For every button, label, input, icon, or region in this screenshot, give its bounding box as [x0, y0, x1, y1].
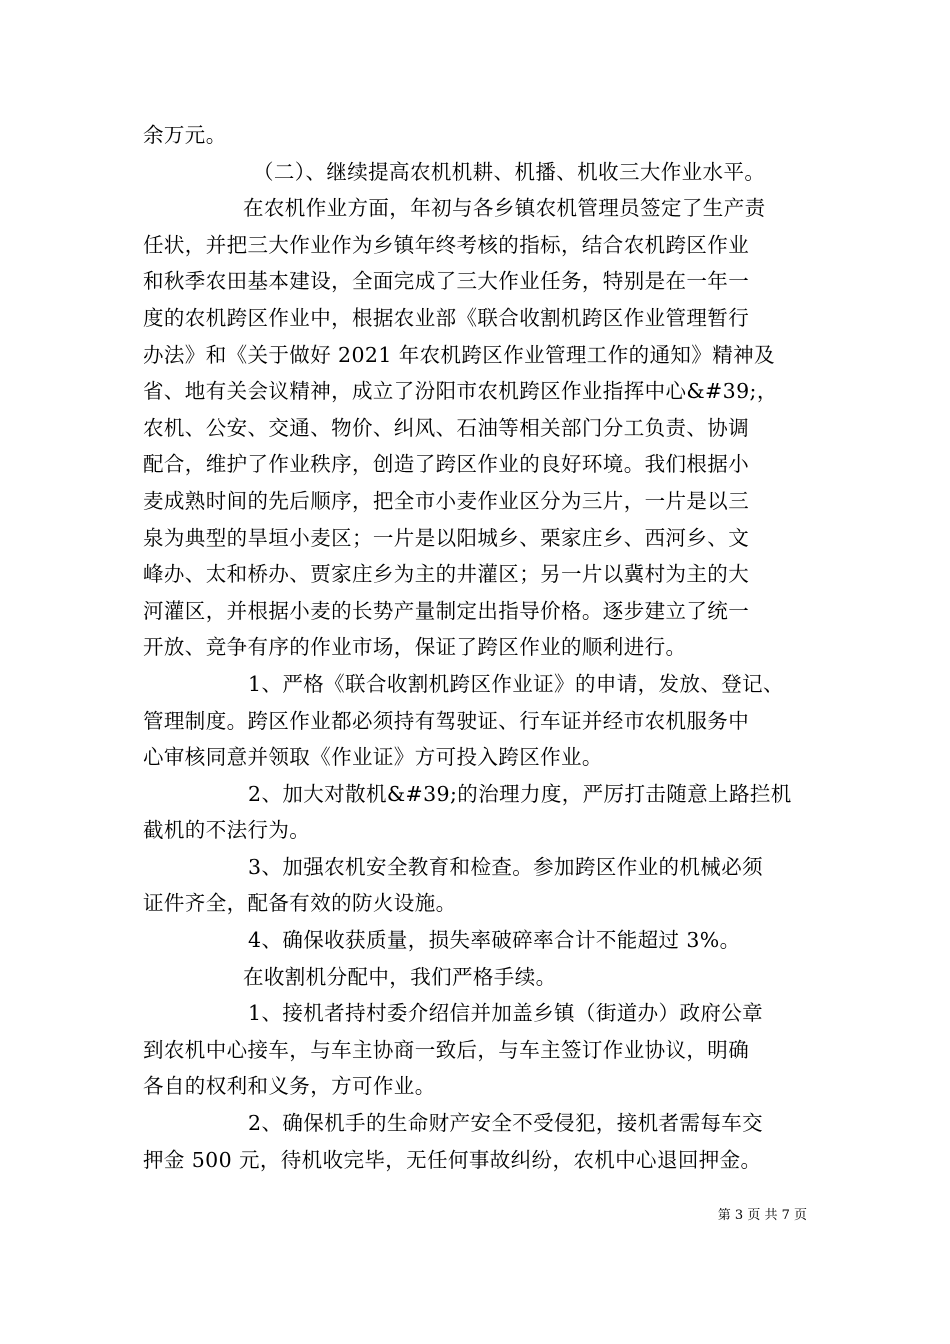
text-line: 在农机作业方面，年初与各乡镇农机管理员签定了生产责 [243, 196, 766, 221]
list-item: 1、接机者持村委介绍信并加盖乡镇（街道办）政府公章 [248, 1001, 764, 1026]
text-line: 证件齐全，配备有效的防火设施。 [143, 891, 457, 916]
text-line: 峰办、太和桥办、贾家庄乡为主的井灌区；另一片以冀村为主的大 [143, 562, 750, 587]
text-line: 任状，并把三大作业作为乡镇年终考核的指标，结合农机跨区作业 [143, 232, 750, 257]
text-line: 管理制度。跨区作业都必须持有驾驶证、行车证并经市农机服务中 [143, 708, 750, 733]
text-line: 心审核同意并领取《作业证》方可投入跨区作业。 [143, 745, 603, 770]
text-line: 到农机中心接车，与车主协商一致后，与车主签订作业协议，明确 [143, 1037, 750, 1062]
text-line: 农机、公安、交通、物价、纠风、石油等相关部门分工负责、协调 [143, 415, 750, 440]
text-line: 押金 500 元，待机收完毕，无任何事故纠纷，农机中心退回押金。 [143, 1147, 762, 1172]
body-text [143, 117, 808, 1178]
text-line: 度的农机跨区作业中，根据农业部《联合收割机跨区作业管理暂行 [143, 305, 750, 330]
list-item: 2、确保机手的生命财产安全不受侵犯，接机者需每车交 [248, 1111, 764, 1136]
list-item: 1、严格《联合收割机跨区作业证》的申请，发放、登记、 [248, 671, 784, 696]
list-item: 2、加大对散机&#39;的治理力度，严厉打击随意上路拦机 [248, 781, 792, 806]
text-line: 开放、竞争有序的作业市场，保证了跨区作业的顺利进行。 [143, 635, 687, 660]
text-line: 河灌区，并根据小麦的长势产量制定出指导价格。逐步建立了统一 [143, 598, 750, 623]
text-line: 省、地有关会议精神，成立了汾阳市农机跨区作业指挥中心&#39;， [143, 379, 778, 404]
page-number: 第 3 页 共 7 页 [717, 1208, 807, 1223]
text-line: 办法》和《关于做好 2021 年农机跨区作业管理工作的通知》精神及 [143, 342, 775, 367]
text-line: 各自的权利和义务，方可作业。 [143, 1074, 436, 1099]
text-line: 配合，维护了作业秩序，创造了跨区作业的良好环境。我们根据小 [143, 452, 750, 477]
text-line: 在收割机分配中，我们严格手续。 [243, 964, 557, 989]
text-line: 泉为典型的旱垣小麦区；一片是以阳城乡、栗家庄乡、西河乡、文 [143, 525, 750, 550]
section-heading: （二）、继续提高农机机耕、机播、机收三大作业水平。 [253, 159, 766, 184]
list-item: 4、确保收获质量，损失率破碎率合计不能超过 3%。 [248, 928, 741, 953]
list-item: 3、加强农机安全教育和检查。参加跨区作业的机械必须 [248, 854, 764, 879]
text-line: 和秋季农田基本建设，全面完成了三大作业任务，特别是在一年一 [143, 269, 750, 294]
text-line: 余万元。 [143, 123, 227, 147]
text-line: 麦成熟时间的先后顺序，把全市小麦作业区分为三片，一片是以三 [143, 488, 750, 513]
text-line: 截机的不法行为。 [143, 818, 311, 843]
